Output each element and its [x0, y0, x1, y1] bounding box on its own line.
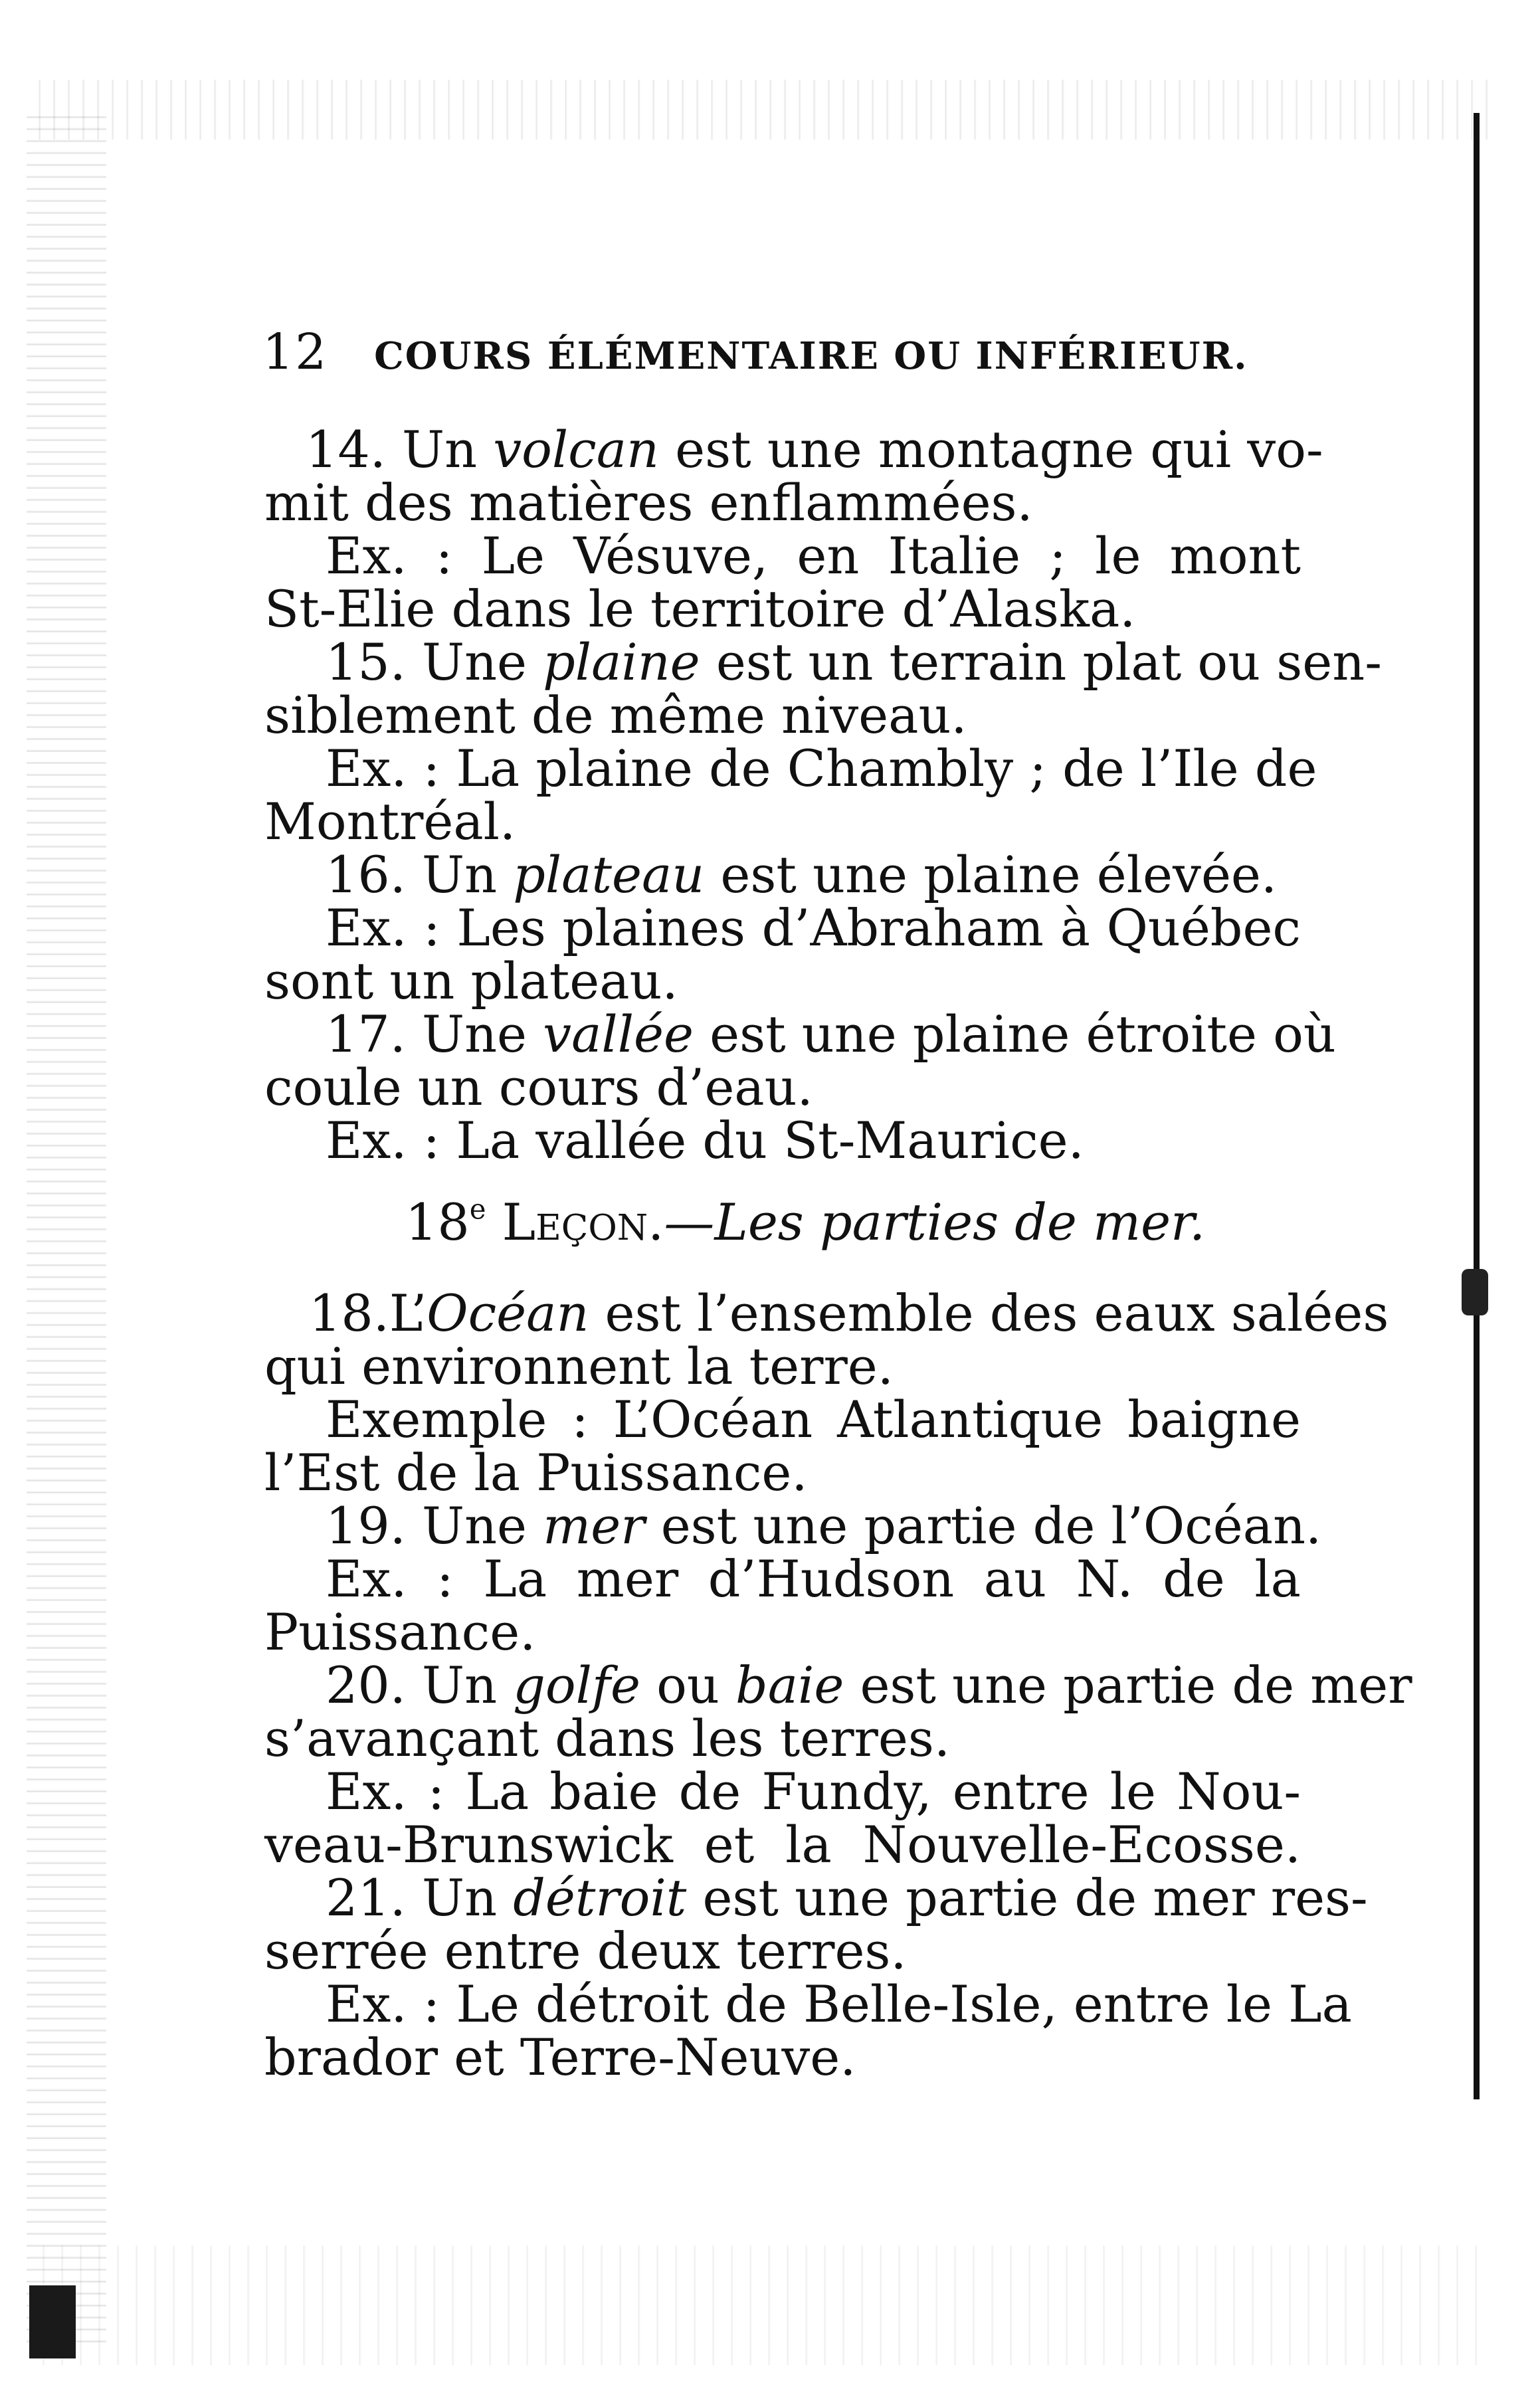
term-mer: mer	[543, 1496, 645, 1555]
example-17-line-1: Ex. : La vallée du St-Maurice.	[326, 1111, 1084, 1170]
paragraph-14-line-1: 14. Un volcan est une montagne qui vo-	[306, 420, 1323, 479]
example-15-line-1: Ex. : La plaine de Chambly ; de l’Ile de	[326, 739, 1317, 798]
paragraph-17-line-1: 17. Une vallée est une plaine étroite où	[326, 1005, 1336, 1064]
term-plateau: plateau	[513, 845, 705, 904]
page-edge-mark	[1462, 1269, 1488, 1315]
page-edge-rule	[1474, 113, 1480, 2099]
example-18-line-2: l’Est de la Puissance.	[264, 1443, 808, 1502]
scan-noise-top	[27, 80, 1488, 140]
example-16-line-1: Ex. : Les plaines d’Abraham à Québec	[326, 898, 1301, 957]
paragraph-15-line-1: 15. Une plaine est un terrain plat ou sen-	[326, 632, 1382, 692]
example-15-line-2: Montréal.	[264, 792, 516, 851]
example-14-line-2: St-Elie dans le territoire d’Alaska.	[264, 579, 1136, 638]
example-21-line-1: Ex. : Le détroit de Belle-Isle, entre le La	[326, 1974, 1352, 2034]
paragraph-17-line-2: coule un cours d’eau.	[264, 1058, 813, 1117]
paragraph-14-line-2: mit des matières enflammées.	[264, 473, 1033, 532]
example-14-line-1: Ex. : Le Vésuve, en Italie ; le mont	[326, 526, 1301, 585]
example-19-line-2: Puissance.	[264, 1602, 536, 1662]
example-16-line-2: sont un plateau.	[264, 951, 678, 1010]
scan-noise-left-margin	[27, 106, 106, 2352]
example-18-line-1: Exemple : L’Océan Atlantique baigne	[326, 1390, 1301, 1449]
term-baie: baie	[735, 1656, 844, 1715]
page-number: 12	[262, 324, 328, 381]
term-ocean: Océan	[427, 1284, 589, 1343]
example-20-line-1: Ex. : La baie de Fundy, entre le Nou-	[326, 1762, 1301, 1821]
paragraph-20-line-2: s’avançant dans les terres.	[264, 1709, 951, 1768]
term-golfe: golfe	[513, 1656, 641, 1715]
running-title: COURS ÉLÉMENTAIRE OU INFÉRIEUR.	[374, 334, 1248, 378]
example-21-line-2: brador et Terre-Neuve.	[264, 2028, 856, 2087]
paragraph-18-line-2: qui environnent la terre.	[264, 1337, 894, 1396]
paragraph-21-line-1: 21. Un détroit est une partie de mer res-	[326, 1868, 1368, 1927]
running-header	[262, 326, 1299, 379]
term-volcan: volcan	[493, 420, 660, 479]
example-19-line-1: Ex. : La mer d’Hudson au N. de la	[326, 1549, 1301, 1608]
example-20-line-2: veau-Brunswick et la Nouvelle-Ecosse.	[264, 1815, 1301, 1874]
term-detroit: détroit	[513, 1868, 687, 1927]
term-plaine: plaine	[543, 632, 700, 692]
paragraph-20-line-1: 20. Un golfe ou baie est une partie de mer	[326, 1656, 1412, 1715]
paragraph-19-line-1: 19. Une mer est une partie de l’Océan.	[326, 1496, 1322, 1555]
paragraph-16-line-1: 16. Un plateau est une plaine élevée.	[326, 845, 1278, 904]
term-vallee: vallée	[543, 1005, 694, 1064]
paragraph-18-line-1: 18.L’Océan est l’ensemble des eaux salées	[309, 1284, 1389, 1343]
lesson-heading: 18e Leçon.—Les parties de mer.	[405, 1193, 1206, 1252]
scan-noise-bottom	[27, 2246, 1488, 2365]
binding-shadow	[29, 2285, 76, 2358]
paragraph-21-line-2: serrée entre deux terres.	[264, 1921, 907, 1980]
paragraph-15-line-2: siblement de même niveau.	[264, 686, 967, 745]
